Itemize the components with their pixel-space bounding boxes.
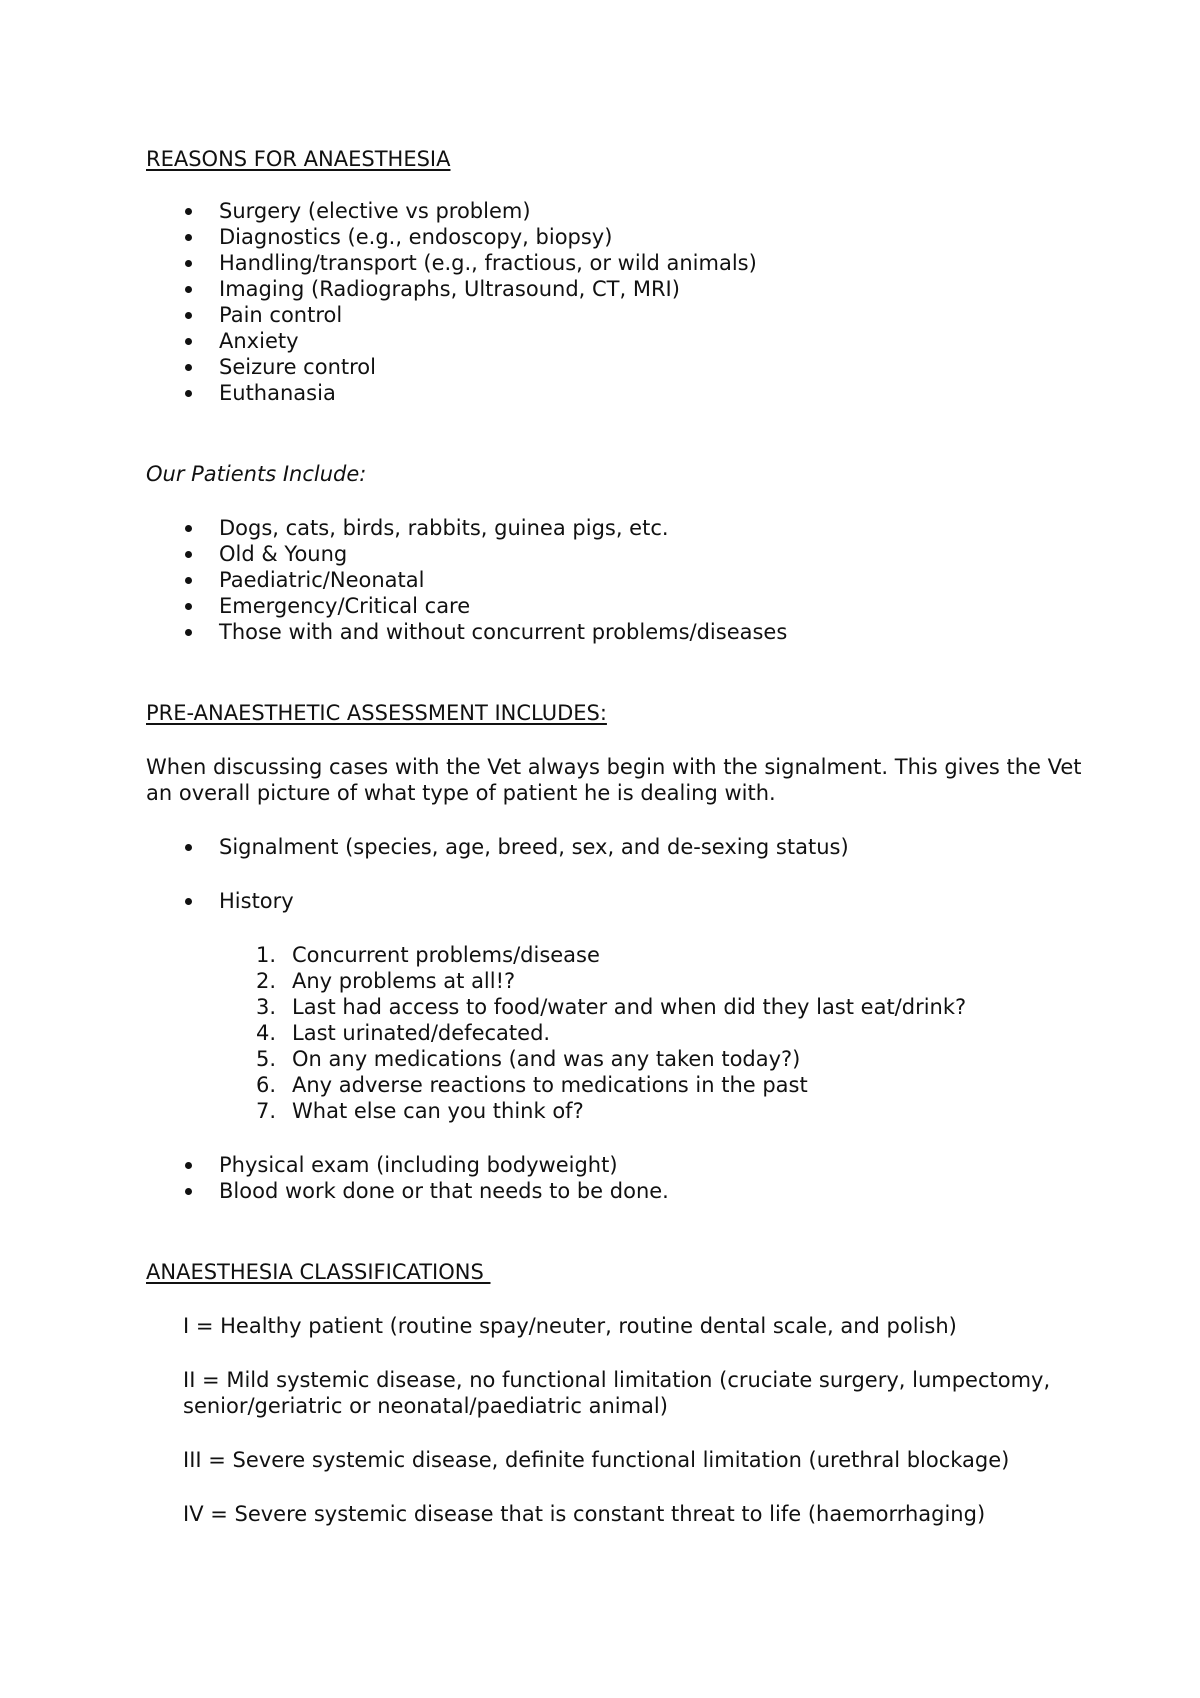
assessment-intro: When discussing cases with the Vet always begin with the signalment. This gives the Vet an overall picture of what type of patient he is dealing with. [146,755,1082,805]
item-number: 7. [256,1099,277,1123]
item-text: What else can you think of? [292,1099,584,1123]
numbered-item [146,942,1086,968]
list-item: Old & Young [146,541,1086,567]
item-text: On any medications (and was any taken today?) [292,1047,801,1071]
history-numbered-list [146,942,1086,1124]
list-item: History [146,888,1086,914]
list-item: Imaging (Radiographs, Ultrasound, CT, MRI) [146,276,1086,302]
reasons-heading: REASONS FOR ANAESTHESIA [146,147,451,171]
list-item: Surgery (elective vs problem) [146,198,1086,224]
list-item: Emergency/Critical care [146,593,1086,619]
list-item: Paediatric/Neonatal [146,567,1086,593]
numbered-item [146,1072,1086,1098]
item-text: Last had access to food/water and when did they last eat/drink? [292,995,967,1019]
classification-item: II = Mild systemic disease, no functional limitation (cruciate surgery, lumpectomy, senior/geriatric or neonatal/paediatric animal) [183,1368,1051,1418]
reasons-list [146,198,1086,406]
numbered-item [146,1098,1086,1124]
exam-list [146,1152,1086,1204]
list-item: Handling/transport (e.g., fractious, or wild animals) [146,250,1086,276]
classifications-heading: ANAESTHESIA CLASSIFICATIONS [146,1260,491,1284]
list-item: Euthanasia [146,380,1086,406]
list-item: Anxiety [146,328,1086,354]
item-text: Any problems at all!? [292,969,516,993]
list-item: Seizure control [146,354,1086,380]
item-text: Any adverse reactions to medications in the past [292,1073,808,1097]
patients-subheading: Our Patients Include: [146,462,367,486]
list-item: Dogs, cats, birds, rabbits, guinea pigs, etc. [146,515,1086,541]
item-text: Concurrent problems/disease [292,943,600,967]
item-number: 5. [256,1047,277,1071]
numbered-item [146,994,1086,1020]
list-item: Diagnostics (e.g., endoscopy, biopsy) [146,224,1086,250]
list-item: Pain control [146,302,1086,328]
item-number: 3. [256,995,277,1019]
list-item: Signalment (species, age, breed, sex, and de-sexing status) [146,834,1086,860]
patients-list [146,515,1086,645]
list-item: Physical exam (including bodyweight) [146,1152,1086,1178]
classification-item: III = Severe systemic disease, definite functional limitation (urethral blockage) [183,1448,1010,1472]
document-page [146,146,1086,1527]
item-number: 6. [256,1073,277,1097]
classification-item: I = Healthy patient (routine spay/neuter, routine dental scale, and polish) [183,1314,957,1338]
list-item: Those with and without concurrent problems/diseases [146,619,1086,645]
signalment-list [146,834,1086,860]
item-number: 1. [256,943,277,967]
item-number: 2. [256,969,277,993]
item-number: 4. [256,1021,277,1045]
list-item: Blood work done or that needs to be done. [146,1178,1086,1204]
item-text: Last urinated/defecated. [292,1021,551,1045]
history-list [146,888,1086,914]
numbered-item [146,1046,1086,1072]
numbered-item [146,1020,1086,1046]
numbered-item [146,968,1086,994]
assessment-heading: PRE-ANAESTHETIC ASSESSMENT INCLUDES: [146,701,607,725]
classification-item: IV = Severe systemic disease that is constant threat to life (haemorrhaging) [183,1502,986,1526]
